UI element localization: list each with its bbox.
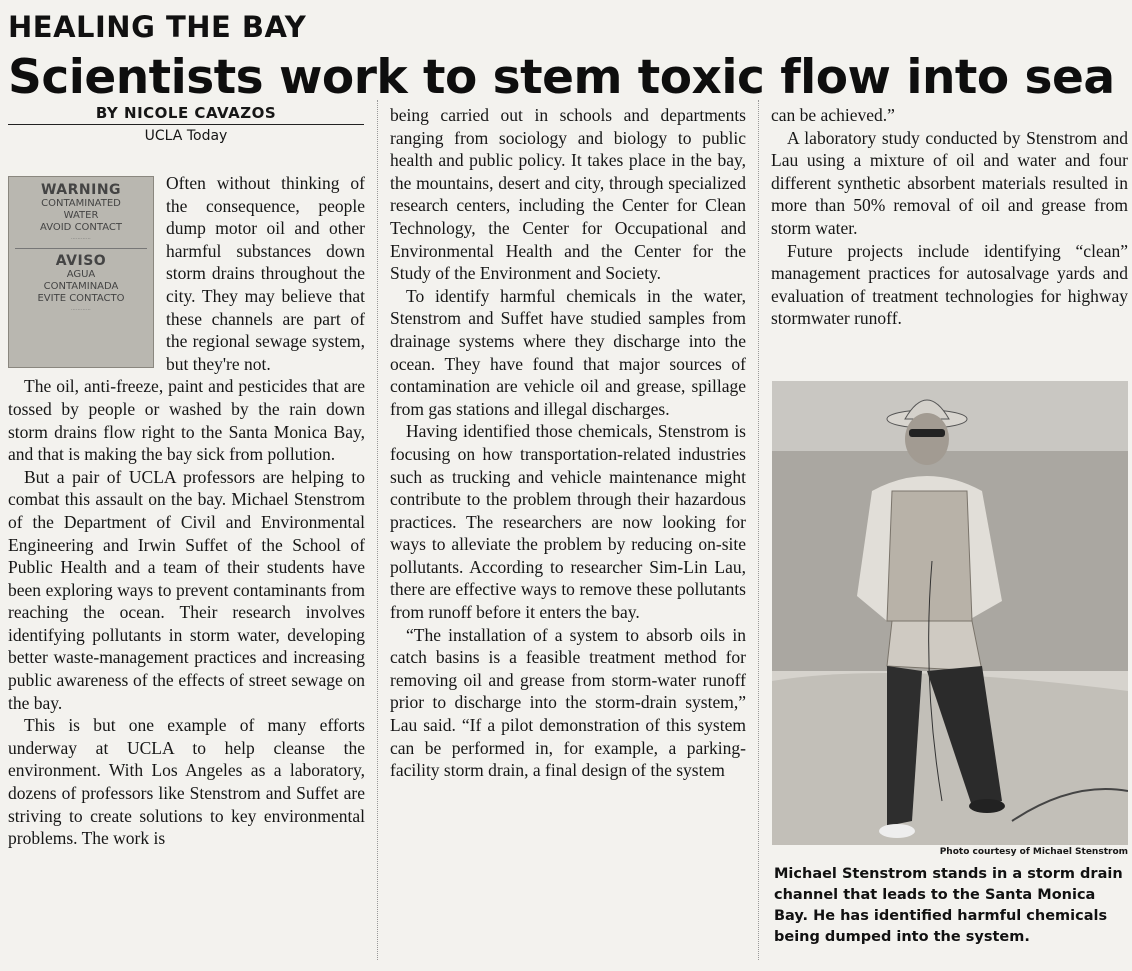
paragraph: Often without thinking of the consequence, people dump motor oil and other harmful substances down storm drains throughout the city. They may believe that these channels are part of the regional sewage system, but they're not. xyxy=(166,173,365,374)
headline: Scientists work to stem toxic flow into sea xyxy=(8,50,1115,105)
paragraph: “The installation of a system to absorb oils in catch basins is a feasible treatment method for removing oil and grease from storm-water runoff prior to discharge into the storm-drain system,” Lau said. “If a pilot demonstration of this system can be performed in, for example, a parking-facility storm drain, a final design of the system xyxy=(390,624,746,781)
section-kicker: HEALING THE BAY xyxy=(8,10,307,44)
paragraph: being carried out in schools and departments ranging from sociology and biology to public health and public policy. It takes place in the bay, the mountains, desert and city, through specialized research centers, including the Center for Clean Technology, the Center for Occupational and Environmental Health and the Center for the Study of the Environment and Society. xyxy=(390,105,746,284)
sign-fine-print: ⋯⋯⋯⋯ xyxy=(71,307,91,313)
sign-aviso-title: AVISO xyxy=(55,253,107,269)
photo-michael-stenstrom xyxy=(772,381,1128,845)
sign-aviso-line: CONTAMINADA xyxy=(43,281,119,292)
column-divider xyxy=(377,100,378,960)
photo-caption: Michael Stenstrom stands in a storm drain channel that leads to the Santa Monica Bay. He has identified harmful chemicals being dumped into the system. xyxy=(774,866,1123,945)
photo-credit: Photo courtesy of Michael Stenstrom xyxy=(939,847,1128,857)
sign-warning-title: WARNING xyxy=(40,182,122,198)
sign-divider xyxy=(15,248,147,249)
paragraph: Future projects include identifying “clean” management practices for autosalvage yards and evaluation of treatment technologies for highway stormwater runoff. xyxy=(771,240,1128,329)
byline-organization: UCLA Today xyxy=(144,128,228,144)
sign-warning-line: WATER xyxy=(63,210,99,221)
byline-author: BY NICOLE CAVAZOS xyxy=(8,104,364,125)
paragraph: Having identified those chemicals, Stenstrom is focusing on how transportation-related industries such as trucking and vehicle maintenance might contribute to the problem through their hazardous practices. The researchers are now looking for ways to alleviate the problem by reducing on-site pollutants. According to researcher Sim-Lin Lau, there are effective ways to remove these pollutants from runoff before it enters the bay. xyxy=(390,421,746,623)
sign-aviso-line: AGUA xyxy=(66,269,96,280)
article-column-3 xyxy=(771,104,1128,330)
paragraph: This is but one example of many efforts underway at UCLA to help cleanse the environment. With Los Angeles as a laboratory, dozens of professors like Stenstrom and Suffet are striving to create solutions to key environmental problems. The work is xyxy=(8,715,365,849)
paragraph: A laboratory study conducted by Stenstrom and Lau using a mixture of oil and water and four different synthetic absorbent materials resulted in more than 50% removal of oil and grease from storm water. xyxy=(771,127,1128,238)
paragraph: To identify harmful chemicals in the water, Stenstrom and Suffet have studied samples from drainage systems where they discharge into the ocean. They have found that major sources of contamination are vehicle oil and grease, spillage from gas stations and illegal discharges. xyxy=(390,285,746,419)
paragraph: can be achieved.” xyxy=(771,105,895,125)
warning-sign-image xyxy=(8,176,154,368)
column-divider xyxy=(758,100,759,960)
byline xyxy=(8,104,364,144)
sign-aviso-line: EVITE CONTACTO xyxy=(37,293,125,304)
paragraph: But a pair of UCLA professors are helping to combat this assault on the bay. Michael Stenstrom of the Department of Civil and Environmental Engineering and Irwin Suffet of the School of Public Health and a team of their students have been exploring ways to prevent contaminants from reaching the ocean. Their research involves identifying pollutants in storm water, developing better waste-management practices and increasing public awareness of the effects of street sewage on the bay. xyxy=(8,466,365,713)
paragraph: The oil, anti-freeze, paint and pesticides that are tossed by people or washed by the rain down storm drains flow right to the Santa Monica Bay, and that is making the bay sick from pollution. xyxy=(8,376,365,465)
sign-warning-line: AVOID CONTACT xyxy=(40,222,122,233)
sign-fine-print: ⋯⋯⋯⋯ xyxy=(71,236,91,242)
article-column-2 xyxy=(390,104,746,782)
photo-illustration xyxy=(772,381,1128,845)
article-column-1 xyxy=(8,172,365,850)
sign-warning-line: CONTAMINATED xyxy=(41,198,121,209)
